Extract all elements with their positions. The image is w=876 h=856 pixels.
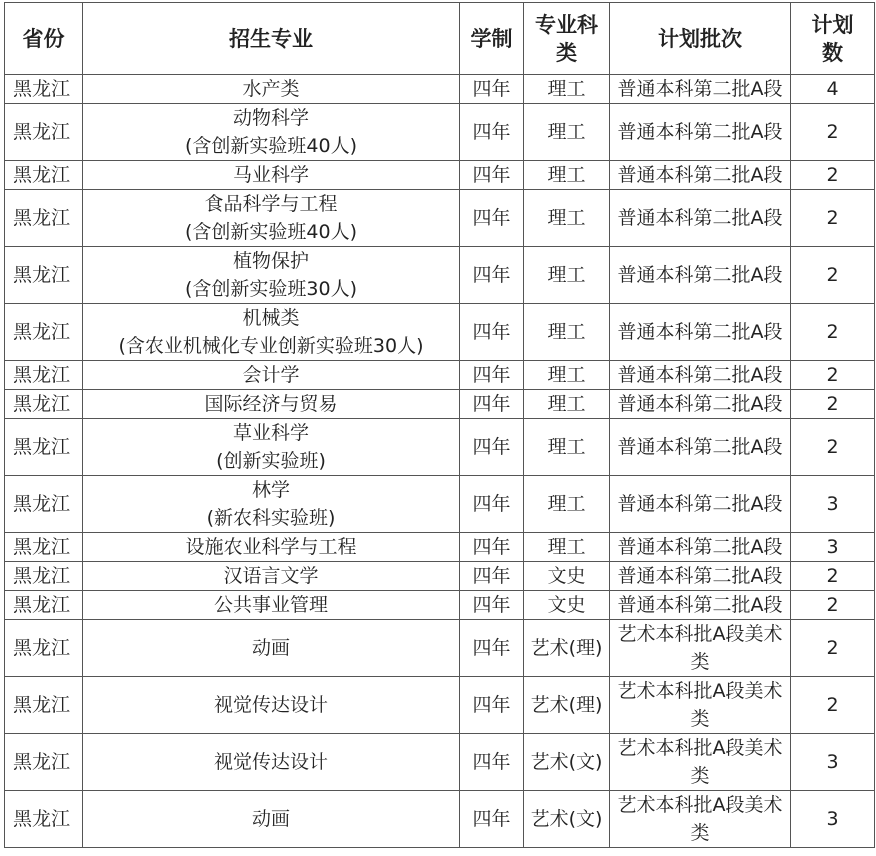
category-cell: 艺术(文): [524, 791, 610, 848]
plan-cell: 2: [791, 677, 875, 734]
major-cell: [83, 104, 460, 161]
category-cell: 理工: [524, 75, 610, 104]
province-cell: 黑龙江: [5, 190, 83, 247]
duration-cell: 四年: [460, 104, 524, 161]
category-cell: 理工: [524, 361, 610, 390]
major-cell: [83, 190, 460, 247]
category-cell: 艺术(理): [524, 677, 610, 734]
province-cell: 黑龙江: [5, 791, 83, 848]
major-cell: [83, 304, 460, 361]
table-row: [5, 390, 875, 419]
category-cell: 艺术(文): [524, 734, 610, 791]
plan-cell: 2: [791, 361, 875, 390]
major-cell: [83, 734, 460, 791]
major-cell: [83, 161, 460, 190]
category-cell: 理工: [524, 390, 610, 419]
cell-line: 普通本科第二批A段: [617, 121, 783, 143]
cell-line: 类: [690, 765, 710, 787]
major-cell: [83, 591, 460, 620]
plan-cell: 2: [791, 390, 875, 419]
province-cell: 黑龙江: [5, 591, 83, 620]
table-row: [5, 562, 875, 591]
duration-cell: 四年: [460, 562, 524, 591]
plan-cell: 3: [791, 476, 875, 533]
batch-cell: [610, 247, 791, 304]
cell-line: 普通本科第二批A段: [617, 436, 783, 458]
table-row: [5, 161, 875, 190]
duration-cell: 四年: [460, 247, 524, 304]
cell-line: (含创新实验班30人): [184, 278, 357, 300]
table-row: [5, 677, 875, 734]
duration-cell: 四年: [460, 161, 524, 190]
duration-cell: 四年: [460, 304, 524, 361]
plan-cell: 4: [791, 75, 875, 104]
province-cell: 黑龙江: [5, 247, 83, 304]
province-cell: 黑龙江: [5, 562, 83, 591]
category-cell: 文史: [524, 591, 610, 620]
province-cell: 黑龙江: [5, 390, 83, 419]
cell-line: 公共事业管理: [213, 594, 328, 616]
province-cell: 黑龙江: [5, 304, 83, 361]
batch-cell: [610, 533, 791, 562]
cell-line: (含农业机械化专业创新实验班30人): [118, 335, 424, 357]
cell-line: 食品科学与工程: [204, 193, 338, 215]
province-cell: 黑龙江: [5, 419, 83, 476]
header-duration: 学制: [460, 3, 524, 75]
cell-line: 动画: [251, 808, 290, 830]
cell-line: 艺术本科批A段美术: [617, 623, 783, 645]
cell-line: 机械类: [242, 307, 300, 329]
header-major: 招生专业: [83, 3, 460, 75]
header-plan: [791, 3, 875, 75]
major-cell: [83, 677, 460, 734]
batch-cell: [610, 161, 791, 190]
table-header-row: [5, 3, 875, 75]
category-cell: 理工: [524, 304, 610, 361]
plan-cell: 2: [791, 104, 875, 161]
cell-line: 视觉传达设计: [213, 751, 328, 773]
category-cell: 理工: [524, 476, 610, 533]
batch-cell: [610, 419, 791, 476]
cell-line: 动物科学: [232, 107, 309, 129]
plan-cell: 2: [791, 419, 875, 476]
batch-cell: [610, 75, 791, 104]
duration-cell: 四年: [460, 419, 524, 476]
batch-cell: [610, 304, 791, 361]
major-cell: [83, 247, 460, 304]
cell-line: 会计学: [242, 364, 300, 386]
cell-line: 国际经济与贸易: [204, 393, 338, 415]
cell-line: 类: [556, 40, 577, 65]
batch-cell: [610, 591, 791, 620]
cell-line: 普通本科第二批A段: [617, 364, 783, 386]
plan-cell: 2: [791, 190, 875, 247]
batch-cell: [610, 190, 791, 247]
header-batch: 计划批次: [610, 3, 791, 75]
cell-line: 设施农业科学与工程: [185, 536, 357, 558]
cell-line: 普通本科第二批A段: [617, 536, 783, 558]
cell-line: 普通本科第二批A段: [617, 493, 783, 515]
batch-cell: [610, 791, 791, 848]
cell-line: 林学: [251, 479, 290, 501]
batch-cell: [610, 734, 791, 791]
plan-cell: 2: [791, 620, 875, 677]
duration-cell: 四年: [460, 734, 524, 791]
plan-cell: 3: [791, 533, 875, 562]
duration-cell: 四年: [460, 361, 524, 390]
cell-line: 马业科学: [232, 164, 309, 186]
major-cell: [83, 620, 460, 677]
header-category: [524, 3, 610, 75]
category-cell: 艺术(理): [524, 620, 610, 677]
cell-line: 类: [690, 708, 710, 730]
batch-cell: [610, 620, 791, 677]
cell-line: 普通本科第二批A段: [617, 264, 783, 286]
table-row: [5, 304, 875, 361]
major-cell: [83, 419, 460, 476]
major-cell: [83, 476, 460, 533]
table-row: [5, 104, 875, 161]
cell-line: 植物保护: [232, 250, 309, 272]
duration-cell: 四年: [460, 190, 524, 247]
province-cell: 黑龙江: [5, 161, 83, 190]
cell-line: 汉语言文学: [223, 565, 319, 587]
cell-line: 类: [690, 651, 710, 673]
cell-line: 普通本科第二批A段: [617, 594, 783, 616]
cell-line: (创新实验班): [216, 450, 326, 472]
category-cell: 理工: [524, 161, 610, 190]
cell-line: 普通本科第二批A段: [617, 207, 783, 229]
cell-line: (含创新实验班40人): [184, 221, 357, 243]
plan-cell: 2: [791, 562, 875, 591]
category-cell: 理工: [524, 247, 610, 304]
cell-line: 普通本科第二批A段: [617, 393, 783, 415]
province-cell: 黑龙江: [5, 361, 83, 390]
major-cell: [83, 390, 460, 419]
cell-line: 普通本科第二批A段: [617, 164, 783, 186]
cell-line: 数: [822, 40, 843, 65]
batch-cell: [610, 562, 791, 591]
plan-cell: 3: [791, 734, 875, 791]
plan-cell: 2: [791, 304, 875, 361]
cell-line: 普通本科第二批A段: [617, 78, 783, 100]
table-row: [5, 620, 875, 677]
duration-cell: 四年: [460, 390, 524, 419]
duration-cell: 四年: [460, 533, 524, 562]
table-row: [5, 361, 875, 390]
table-row: [5, 791, 875, 848]
province-cell: 黑龙江: [5, 533, 83, 562]
batch-cell: [610, 390, 791, 419]
cell-line: 动画: [251, 637, 290, 659]
major-cell: [83, 533, 460, 562]
province-cell: 黑龙江: [5, 734, 83, 791]
cell-line: 类: [690, 822, 710, 844]
cell-line: 草业科学: [232, 422, 309, 444]
cell-line: 计划: [811, 12, 854, 37]
plan-cell: 2: [791, 591, 875, 620]
category-cell: 文史: [524, 562, 610, 591]
table-row: [5, 476, 875, 533]
cell-line: 艺术本科批A段美术: [617, 794, 783, 816]
batch-cell: [610, 361, 791, 390]
province-cell: 黑龙江: [5, 75, 83, 104]
table-row: [5, 591, 875, 620]
cell-line: (含创新实验班40人): [184, 135, 357, 157]
category-cell: 理工: [524, 419, 610, 476]
major-cell: [83, 562, 460, 591]
duration-cell: 四年: [460, 75, 524, 104]
table-row: [5, 419, 875, 476]
cell-line: 普通本科第二批A段: [617, 321, 783, 343]
duration-cell: 四年: [460, 791, 524, 848]
plan-cell: 3: [791, 791, 875, 848]
header-province: 省份: [5, 3, 83, 75]
province-cell: 黑龙江: [5, 104, 83, 161]
duration-cell: 四年: [460, 476, 524, 533]
admission-plan-table: [4, 2, 875, 848]
major-cell: [83, 361, 460, 390]
province-cell: 黑龙江: [5, 677, 83, 734]
duration-cell: 四年: [460, 620, 524, 677]
category-cell: 理工: [524, 533, 610, 562]
batch-cell: [610, 476, 791, 533]
cell-line: 专业科: [535, 12, 598, 37]
cell-line: 普通本科第二批A段: [617, 565, 783, 587]
duration-cell: 四年: [460, 591, 524, 620]
cell-line: 视觉传达设计: [213, 694, 328, 716]
table-row: [5, 247, 875, 304]
duration-cell: 四年: [460, 677, 524, 734]
province-cell: 黑龙江: [5, 476, 83, 533]
table-row: [5, 75, 875, 104]
plan-cell: 2: [791, 247, 875, 304]
batch-cell: [610, 677, 791, 734]
major-cell: [83, 75, 460, 104]
category-cell: 理工: [524, 190, 610, 247]
cell-line: 艺术本科批A段美术: [617, 737, 783, 759]
table-row: [5, 734, 875, 791]
cell-line: 水产类: [242, 78, 300, 100]
table-row: [5, 533, 875, 562]
category-cell: 理工: [524, 104, 610, 161]
cell-line: (新农科实验班): [206, 507, 336, 529]
major-cell: [83, 791, 460, 848]
table-body: [5, 75, 875, 848]
batch-cell: [610, 104, 791, 161]
cell-line: 艺术本科批A段美术: [617, 680, 783, 702]
table-row: [5, 190, 875, 247]
plan-cell: 2: [791, 161, 875, 190]
province-cell: 黑龙江: [5, 620, 83, 677]
